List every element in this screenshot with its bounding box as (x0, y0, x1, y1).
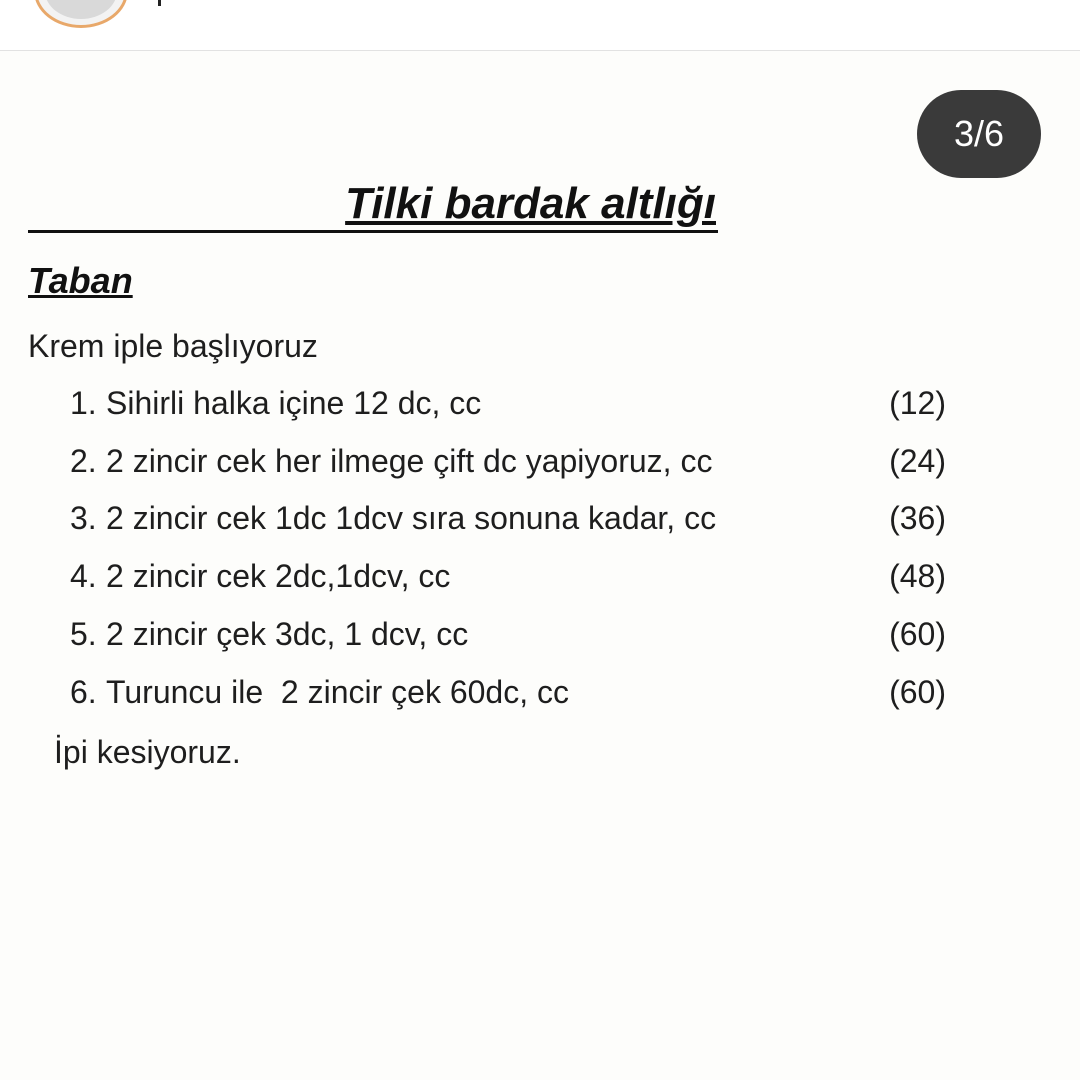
row-stitch-count: (24) (889, 443, 946, 479)
row-stitch-count: (60) (889, 616, 946, 652)
pattern-title: Tilki bardak altlığı (345, 179, 716, 228)
row-number: 2. (70, 443, 97, 479)
pattern-row (70, 500, 950, 544)
pattern-row (70, 674, 950, 718)
row-stitch-count: (60) (889, 674, 946, 710)
row-number: 3. (70, 500, 97, 536)
slide-counter-badge: 3/6 (917, 90, 1041, 178)
row-number: 4. (70, 558, 97, 594)
title-underline (28, 178, 718, 233)
pattern-row (70, 558, 950, 602)
row-instruction: 2 zincir cek 2dc,1dcv, cc (106, 558, 451, 594)
row-stitch-count: (36) (889, 500, 946, 536)
pattern-row (70, 385, 950, 429)
row-instruction: 2 zincir cek 1dc 1dcv sıra sonuna kadar, cc (106, 500, 717, 536)
pattern-row (70, 443, 950, 487)
row-number: 5. (70, 616, 97, 652)
profile-avatar[interactable] (34, 0, 128, 28)
row-instruction: Sihirli halka içine 12 dc, cc (106, 385, 482, 421)
section-heading: Taban (28, 260, 133, 301)
username-fragment[interactable] (158, 0, 161, 6)
row-stitch-count: (48) (889, 558, 946, 594)
row-instruction: Turuncu ile 2 zincir çek 60dc, cc (106, 674, 569, 710)
pattern-row (70, 616, 950, 660)
row-stitch-count: (12) (889, 385, 946, 421)
avatar-image (45, 0, 117, 19)
row-instruction: 2 zincir cek her ilmege çift dc yapiyoruz, cc (106, 443, 713, 479)
row-instruction: 2 zincir çek 3dc, 1 dcv, cc (106, 616, 469, 652)
post-header (0, 0, 1080, 51)
outro-text: İpi kesiyoruz. (54, 734, 241, 770)
intro-text: Krem iple başlıyoruz (28, 328, 318, 364)
row-number: 6. (70, 674, 97, 710)
row-number: 1. (70, 385, 97, 421)
